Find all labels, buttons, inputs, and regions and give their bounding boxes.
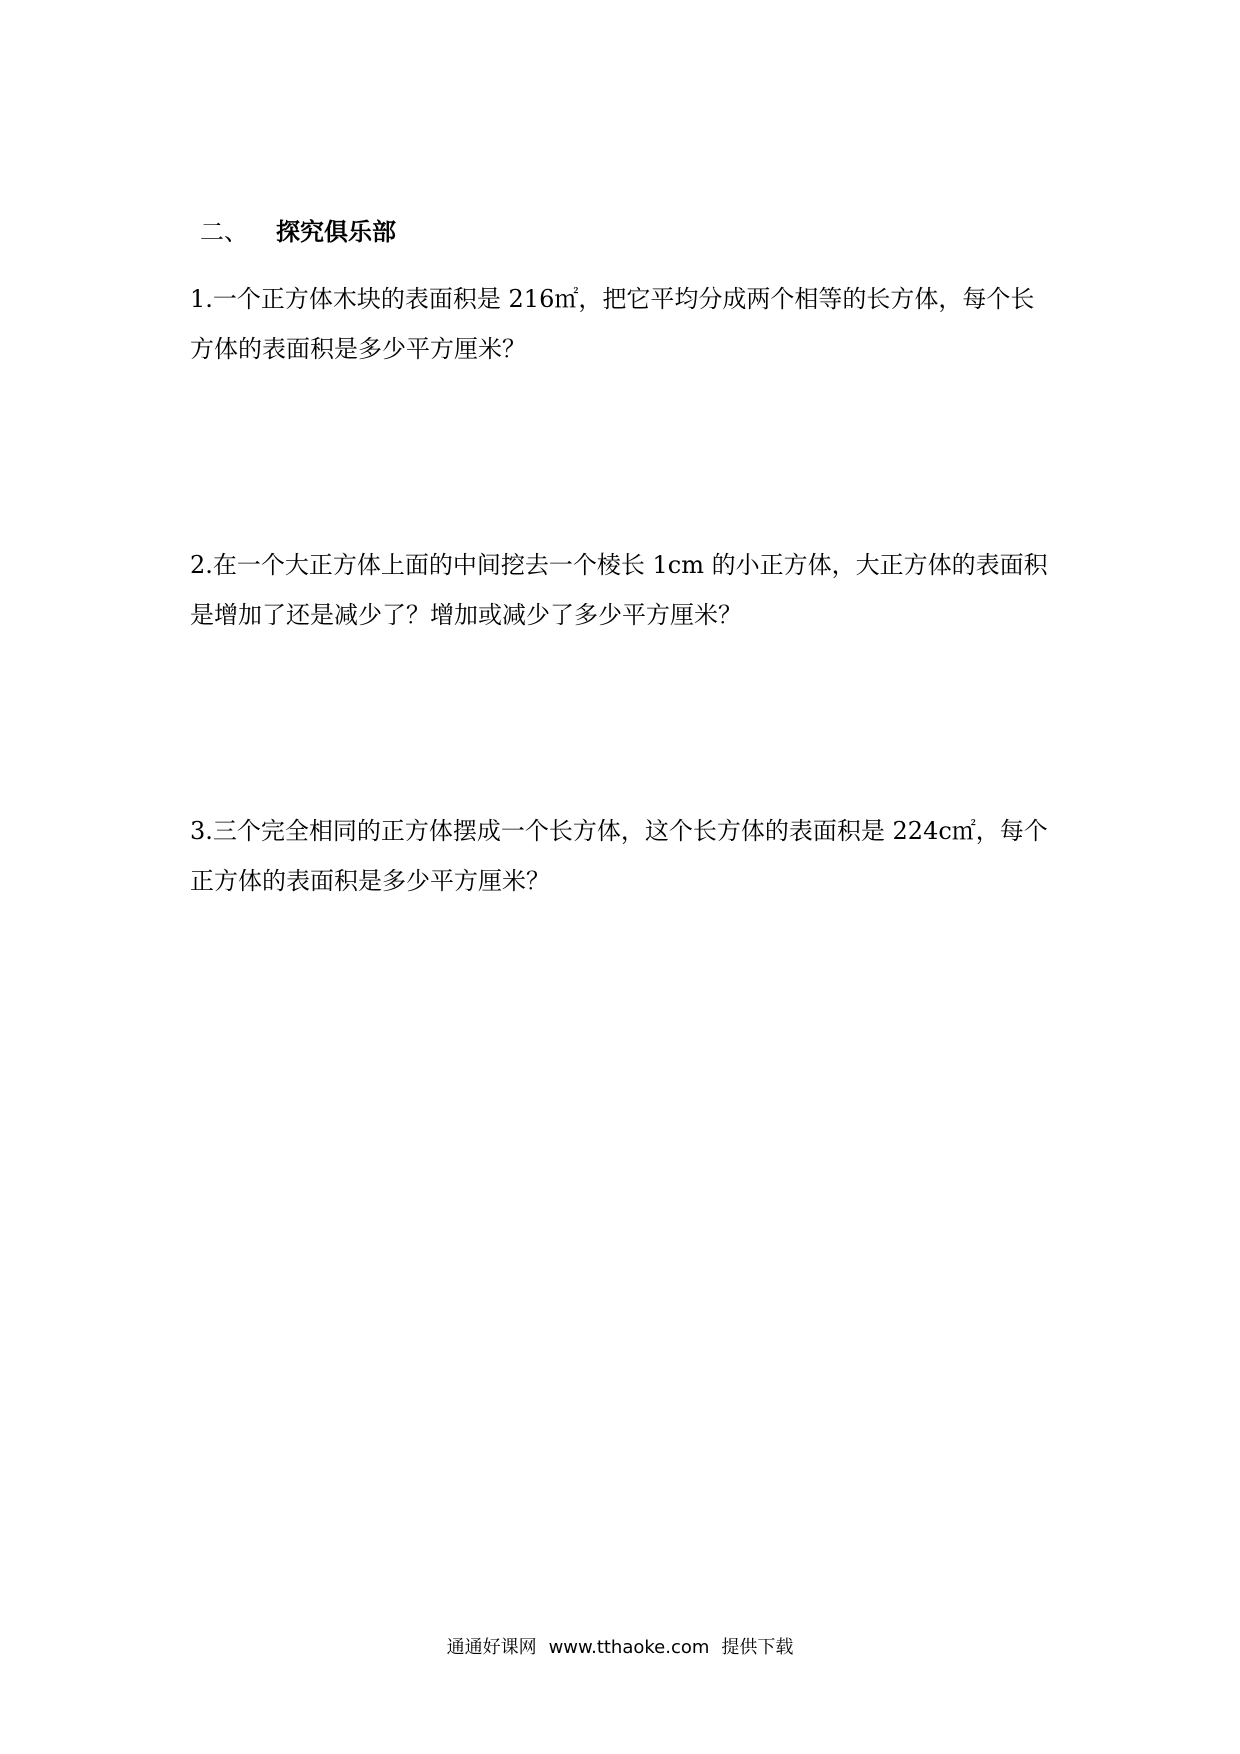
question-2-line-2: 是增加了还是减少了？增加或减少了多少平方厘米？ [190, 601, 742, 629]
page-footer [0, 1636, 1240, 1660]
section-title: 探究俱乐部 [276, 217, 396, 246]
question-2 [190, 540, 1070, 640]
section-number: 二、 [200, 218, 248, 246]
question-1-line-1: 1.一个正方体木块的表面积是 216㎡，把它平均分成两个相等的长方体，每个长 [190, 285, 1035, 313]
footer-url[interactable]: www.tthaoke.com [548, 1637, 710, 1658]
question-3-line-1: 3.三个完全相同的正方体摆成一个长方体，这个长方体的表面积是 224c㎡，每个 [190, 817, 1048, 845]
question-2-line-1: 2.在一个大正方体上面的中间挖去一个棱长 1cm 的小正方体，大正方体的表面积 [190, 551, 1048, 579]
question-3 [190, 806, 1070, 906]
question-1 [190, 274, 1070, 374]
footer-site-name: 通通好课网 [446, 1637, 537, 1658]
question-1-line-2: 方体的表面积是多少平方厘米？ [190, 335, 526, 363]
section-heading [200, 216, 396, 248]
footer-suffix: 提供下载 [721, 1637, 794, 1658]
question-3-line-2: 正方体的表面积是多少平方厘米？ [190, 867, 550, 895]
